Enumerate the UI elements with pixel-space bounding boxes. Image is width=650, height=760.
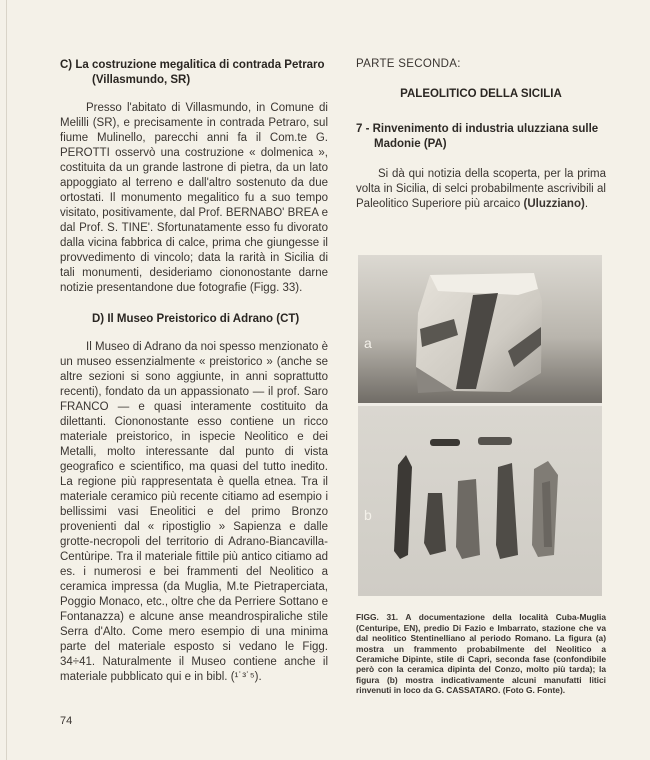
subsection-text-end: . bbox=[584, 198, 589, 210]
figure-photo bbox=[358, 255, 602, 596]
section-d-ref: (¹˙³˙⁵). bbox=[230, 671, 262, 683]
subsection-text bbox=[356, 167, 606, 212]
page-number: 74 bbox=[60, 715, 73, 727]
left-column bbox=[60, 58, 328, 701]
figure-photo-image bbox=[358, 255, 602, 596]
section-d-body: Il Museo di Adrano da noi spesso menzionato è un museo essenzialmente « preistorico » (anche se altre sezioni si sono aggiunte, in anni soprattutto recenti), fondato da un appassionato — il prof. Saro FRANCO — e quasi interamente costituito da dilettanti. Ciononostante esso contiene un ricco materiale preistorico, in ispecie Neolitico e dei Metalli, molto interessante dal punto di vista geografico e scientifico, ma quasi del tutto inedito. La regione più rappresentata è quella etnea. Tra il materiale ceramico più recente citiamo ad esempio i bellissimi vasi Eneolitici e del primo Bronzo provenienti dal « ripostiglio » Sapienza e dalle grotte-necropoli del territorio di Adrano-Biancavilla-Centùripe. Tra il materiale fittile più antico citiamo ad es. i numerosi e bei frammenti del Neolitico a ceramica impressa (da Muglia, M.te Pietraperciata, Poggio Monaco, etc., oltre che da Perriere Sottano e Fontanazza) e alcune anse meandrospiraliche stile Serra d'Alto. Come mero esempio di una minima parte del materiale esposto si vedano le Figg. 34÷41. Naturalmente il Museo contiene anche il materiale pubblicato qui e in bibl. bbox=[60, 341, 328, 683]
figure-caption: FIGG. 31. A documentazione della località Cuba-Muglia (Centuripe, EN), predio Di Fazio e Imbarrato, stazione che va dal neolitico Stentinelliano al periodo Romano. La figura (a) mostra un frammento probabilmente del Neolitico a Ceramiche Dipinte, stile di Capri, seconda fase (confondibile però con la ceramica dipinta del Conzo, molto più tarda); la figura (b) mostra indicativamente alcuni manufatti litici rinvenuti in loco da G. CASSATARO. (Foto G. Fonte). bbox=[356, 612, 606, 696]
part-title: PALEOLITICO DELLA SICILIA bbox=[400, 88, 562, 100]
photo-label-b: b bbox=[364, 507, 372, 523]
page-edge bbox=[6, 0, 7, 760]
photo-label-a: a bbox=[364, 335, 372, 351]
subsection-heading: 7 - Rinvenimento di industria uluzziana sulle Madonie (PA) bbox=[356, 123, 599, 150]
section-c-heading: C) La costruzione megalitica di contrada Petraro (Villasmundo, SR) bbox=[60, 59, 325, 86]
right-column bbox=[356, 58, 606, 224]
section-c-text: Presso l'abitato di Villasmundo, in Comune di Melilli (SR), e precisamente in contrada Petraro, sul fiume Mulinello, parecchi anni fa il Com.te G. PEROTTI osservò una costruzione « dolmenica », costituita da un grande lastrone di pietra, da un lato appoggiato al terreno e dall'altro sostenuto da due ortostati. Il monumento megalitico fu a suo tempo visitato, positivamente, dal Prof. BERNABO' BREA e dal Prof. S. TINE'. Sfortunatamente esso fu divorato dalla vicina fabbrica di calce, prima che giungesse il provvedimento di vincolo; data la rarità in Sicilia di tali monumenti, desideriamo ciononostante darne notizie presentandone due fotografie (Figg. 33). bbox=[60, 102, 328, 294]
subsection-text-bold: (Uluzziano) bbox=[523, 198, 585, 210]
subsection-text-plain: Si dà qui notizia della scoperta, per la prima volta in Sicilia, di selci probabilmente ascrivibili al Paleolitico Superiore più arcaico bbox=[356, 168, 606, 210]
section-d-heading: D) Il Museo Preistorico di Adrano (CT) bbox=[92, 313, 300, 325]
section-d-text bbox=[60, 340, 328, 685]
part-label: PARTE SECONDA: bbox=[356, 58, 461, 70]
